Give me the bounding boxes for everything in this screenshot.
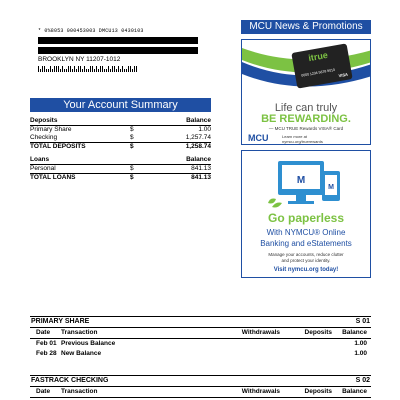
account-summary-title: Your Account Summary [30, 98, 211, 112]
loan-amount: 841.13 [191, 165, 211, 172]
barcode-bar [38, 66, 39, 72]
barcode-bar [94, 69, 95, 72]
rewards-card-promo[interactable] [241, 39, 371, 145]
barcode-bar [122, 66, 123, 72]
loans-label: Loans [30, 156, 50, 163]
section-name: PRIMARY SHARE [31, 318, 90, 325]
barcode-bar [88, 69, 89, 72]
barcode-bar [54, 66, 55, 72]
barcode-bar [76, 69, 77, 72]
table-row [30, 349, 371, 359]
barcode-bar [134, 66, 135, 72]
barcode-bar [50, 66, 51, 72]
deposit-row [30, 134, 211, 142]
col-transaction: Transaction [61, 329, 98, 336]
row-date: Feb 28 [36, 350, 57, 357]
barcode-bar [82, 69, 83, 72]
barcode-bar [58, 66, 59, 72]
barcode-bar [128, 66, 129, 72]
row-balance: 1.00 [354, 340, 367, 347]
promo-line-1: Life can truly [274, 102, 338, 114]
go-paperless-headline: Go paperless [267, 211, 345, 225]
barcode-bar [108, 66, 109, 72]
mailing-address-block [38, 28, 198, 72]
news-promotions [241, 20, 371, 278]
loan-name: Personal [30, 165, 56, 172]
section-header [30, 375, 371, 387]
promo-tagline: — MCU TRUE Rewards VISA® Card [268, 126, 344, 131]
barcode-bar [52, 69, 53, 72]
col-balance: Balance [342, 388, 367, 395]
table-header-row [30, 387, 371, 398]
total-loans-label: TOTAL LOANS [30, 174, 76, 181]
table-header-row [30, 328, 371, 339]
card-brand: itrue [307, 49, 329, 64]
row-withdrawals [222, 339, 280, 349]
barcode-bar [72, 69, 73, 72]
barcode-bar [102, 66, 103, 72]
currency-symbol: $ [130, 126, 134, 133]
row-transaction: Previous Balance [61, 340, 116, 347]
barcode-bar [60, 69, 61, 72]
currency-symbol: $ [130, 165, 134, 172]
visit-link[interactable]: Visit nymcu.org today! [273, 267, 339, 273]
manage-text [242, 252, 370, 264]
news-promotions-title: MCU News & Promotions [241, 20, 371, 34]
col-deposits: Deposits [304, 329, 332, 336]
section-code: S 01 [355, 318, 370, 325]
redacted-street [38, 47, 198, 54]
row-deposits [280, 339, 332, 349]
barcode-bar [92, 66, 93, 72]
barcode-bar [74, 66, 75, 72]
loans-header-row [30, 156, 211, 165]
total-deposits-amount: 1,258.74 [185, 143, 211, 150]
barcode-bar [64, 69, 65, 72]
barcode-bar [56, 66, 57, 72]
barcode-bar [96, 66, 97, 72]
card-number: 0000 1234 5678 9010 [301, 67, 336, 78]
barcode-bar [118, 66, 119, 72]
mailing-code-line: * 0%8053 000453003 DMCU13 0430103 [38, 28, 144, 34]
primary-share-section [30, 316, 371, 359]
total-loans-row [30, 173, 211, 182]
barcode-bar [70, 66, 71, 72]
deposit-amount: 1,257.74 [185, 134, 211, 141]
barcode-bar [42, 66, 43, 72]
account-summary [30, 98, 211, 182]
row-balance: 1.00 [354, 350, 367, 357]
postal-barcode [38, 66, 198, 72]
learn-more-link[interactable]: nymcu.org/truerewards [282, 139, 323, 144]
col-date: Date [36, 329, 51, 336]
row-transaction: New Balance [61, 350, 102, 357]
barcode-bar [84, 66, 85, 72]
currency-symbol: $ [130, 174, 134, 181]
devices-icon [268, 157, 346, 213]
currency-symbol: $ [130, 143, 134, 150]
col-balance: Balance [342, 329, 367, 336]
barcode-bar [124, 69, 125, 72]
total-deposits-row [30, 142, 211, 151]
promo-line-2: BE REWARDING. [261, 113, 351, 125]
barcode-bar [62, 66, 63, 72]
barcode-bar [130, 66, 131, 72]
barcode-bar [44, 66, 45, 72]
col-transaction: Transaction [61, 388, 98, 395]
currency-symbol: $ [130, 134, 134, 141]
deposits-header-row [30, 117, 211, 126]
online-line-1: With NYMCU® Online [266, 228, 346, 237]
barcode-bar [80, 66, 81, 72]
col-withdrawals: Withdrawals [241, 329, 280, 336]
barcode-bar [48, 69, 49, 72]
loan-row [30, 165, 211, 173]
row-withdrawals [222, 349, 280, 359]
section-code: S 02 [355, 377, 370, 384]
barcode-bar [86, 69, 87, 72]
deposit-name: Checking [30, 134, 58, 141]
barcode-bar [66, 69, 67, 72]
barcode-bar [68, 66, 69, 72]
barcode-bar [126, 69, 127, 72]
table-row [30, 339, 371, 349]
barcode-bar [120, 69, 121, 72]
svg-text:M: M [328, 184, 334, 191]
col-deposits: Deposits [304, 388, 332, 395]
barcode-bar [114, 66, 115, 72]
city-state-zip: BROOKLYN NY 11207-1012 [38, 56, 121, 63]
barcode-bar [46, 69, 47, 72]
col-withdrawals: Withdrawals [241, 388, 280, 395]
online-line-2: Banking and eStatements [260, 239, 352, 248]
barcode-bar [90, 66, 91, 72]
section-name: FASTRACK CHECKING [31, 377, 109, 384]
deposit-name: Primary Share [30, 126, 72, 133]
row-date: Feb 01 [36, 340, 57, 347]
col-date: Date [36, 388, 51, 395]
row-deposits [280, 349, 332, 359]
svg-text:M: M [296, 175, 306, 186]
barcode-bar [78, 66, 79, 72]
deposit-amount: 1.00 [198, 126, 211, 133]
total-loans-amount: 841.13 [191, 174, 211, 181]
learn-more-text [282, 134, 323, 144]
barcode-bar [40, 69, 41, 72]
section-header [30, 316, 371, 328]
deposits-label: Deposits [30, 117, 58, 124]
manage-line-1: Manage your accounts, reduce clutter [268, 252, 344, 257]
barcode-bar [132, 69, 133, 72]
balance-label: Balance [186, 117, 211, 124]
barcode-bar [100, 66, 101, 72]
paperless-promo[interactable] [241, 150, 371, 278]
total-deposits-label: TOTAL DEPOSITS [30, 143, 86, 150]
barcode-bar [116, 69, 117, 72]
barcode-bar [104, 69, 105, 72]
redacted-name [38, 37, 198, 44]
fastrack-checking-section [30, 375, 371, 398]
online-banking-text [242, 227, 370, 249]
card-network: VISA [338, 71, 349, 79]
barcode-bar [98, 69, 99, 72]
barcode-bar [112, 66, 113, 72]
manage-line-2: and protect your identity. [281, 258, 331, 263]
barcode-bar [136, 66, 137, 72]
learn-more-line: Learn more at [282, 134, 307, 139]
balance-label: Balance [186, 156, 211, 163]
mcu-logo: MCU [248, 133, 269, 143]
barcode-bar [106, 69, 107, 72]
deposit-row [30, 126, 211, 134]
barcode-bar [110, 69, 111, 72]
